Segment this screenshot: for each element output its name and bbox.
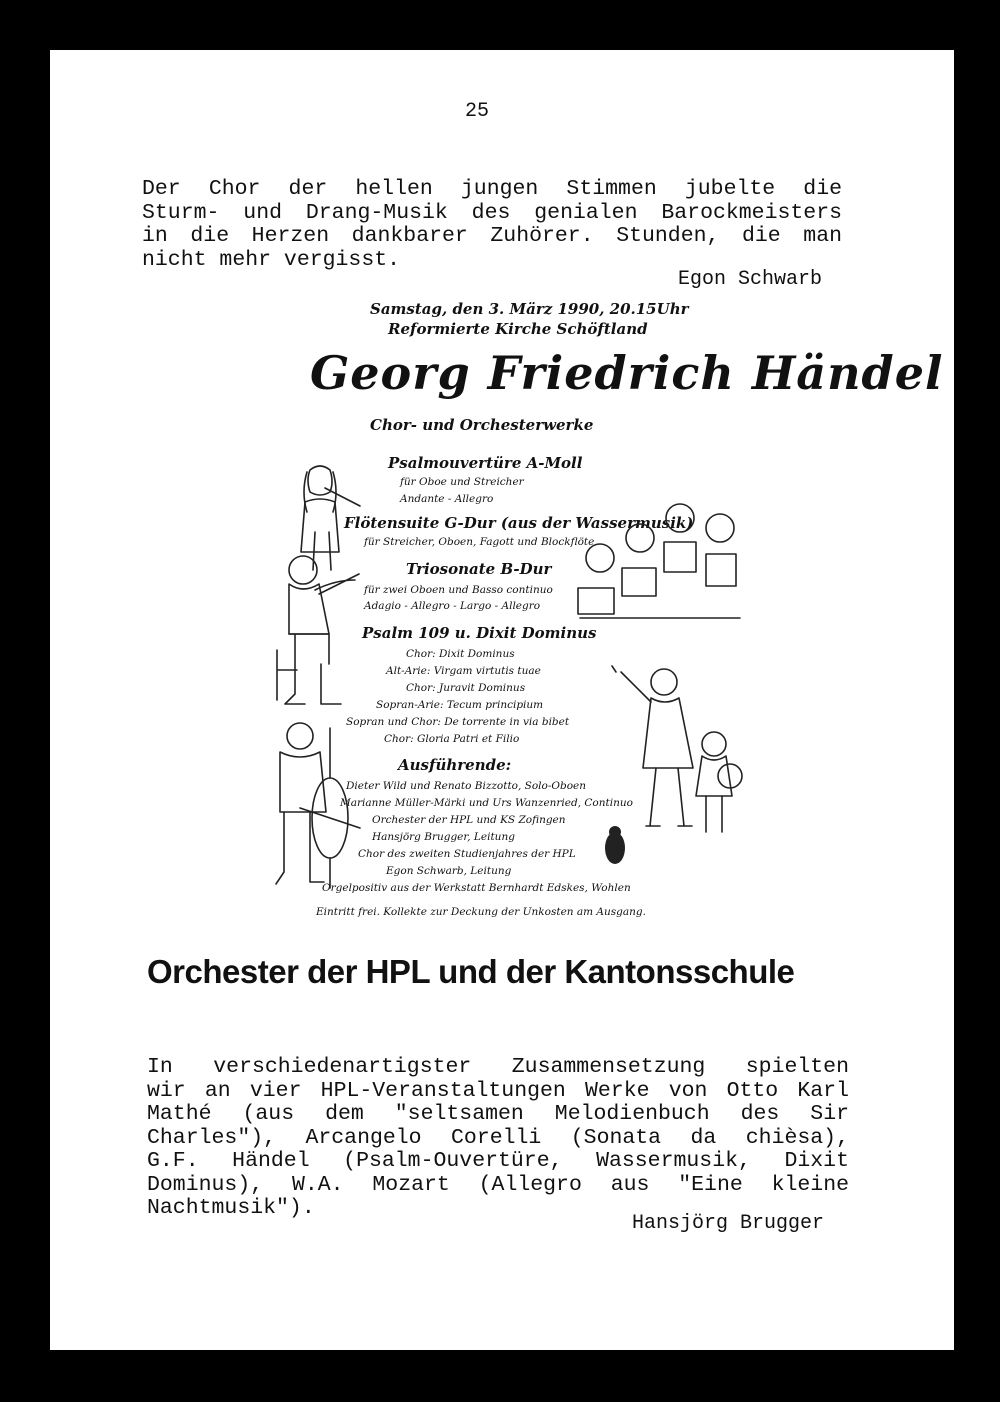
piece-detail: Sopran und Chor: De torrente in via bibet xyxy=(346,716,570,728)
performer-line: Hansjörg Brugger, Leitung xyxy=(372,831,515,843)
piece-title: Flötensuite G-Dur (aus der Wassermusik) xyxy=(344,514,694,532)
program-composer: Georg Friedrich Händel xyxy=(310,346,944,400)
performer-line: Chor des zweiten Studienjahres der HPL xyxy=(358,848,576,860)
program-footer: Eintritt frei. Kollekte zur Deckung der Unkosten am Ausgang. xyxy=(316,906,646,918)
choir-illustration xyxy=(570,498,750,628)
intro-line: Der Chor der hellen jungen Stimmen jubelte die xyxy=(142,177,842,201)
piece-title: Psalm 109 u. Dixit Dominus xyxy=(362,624,597,642)
section-line: Nachtmusik"). xyxy=(147,1196,315,1220)
performer-line: Orchester der HPL und KS Zofingen xyxy=(372,814,566,826)
piece-detail: Chor: Juravit Dominus xyxy=(406,682,526,694)
section-heading: Orchester der HPL und der Kantonsschule xyxy=(147,953,795,990)
performer-line: Marianne Müller-Märki und Urs Wanzenried, Continuo xyxy=(340,797,633,809)
piece-detail: Sopran-Arie: Tecum principium xyxy=(376,699,544,711)
intro-paragraph xyxy=(142,178,842,272)
intro-line: in die Herzen dankbarer Zuhörer. Stunden, die man xyxy=(142,224,842,248)
piece-detail: Chor: Gloria Patri et Filio xyxy=(384,733,520,745)
piece-detail: Adagio - Allegro - Largo - Allegro xyxy=(364,600,541,612)
piece-title: Psalmouvertüre A-Moll xyxy=(388,454,583,472)
intro-line: Sturm- und Drang-Musik des genialen Barockmeisters xyxy=(142,200,842,225)
piece-detail: Andante - Allegro xyxy=(400,493,494,505)
piece-detail: Alt-Arie: Virgam virtutis tuae xyxy=(386,665,541,677)
program-venue: Reformierte Kirche Schöftland xyxy=(388,320,648,338)
section-line: wir an vier HPL-Veranstaltungen Werke von Otto Karl xyxy=(147,1078,849,1103)
performer-line: Dieter Wild und Renato Bizzotto, Solo-Oboen xyxy=(346,780,587,792)
piece-title: Triosonate B-Dur xyxy=(406,560,552,578)
piece-detail: für Streicher, Oboen, Fagott und Blockflöte xyxy=(364,536,595,548)
intro-author: Egon Schwarb xyxy=(678,268,823,291)
penguin-illustration xyxy=(598,824,632,868)
performers-title: Ausführende: xyxy=(398,756,512,774)
section-paragraph xyxy=(147,1056,849,1221)
section-author: Hansjörg Brugger xyxy=(632,1212,825,1235)
intro-line: nicht mehr vergisst. xyxy=(142,247,401,272)
piece-detail: für Oboe und Streicher xyxy=(400,476,524,488)
section-line: In verschiedenartigster Zusammensetzung spielten xyxy=(147,1055,849,1079)
performer-line: Orgelpositiv aus der Werkstatt Bernhardt Edskes, Wohlen xyxy=(322,882,631,894)
performer-line: Egon Schwarb, Leitung xyxy=(386,865,512,877)
piece-detail: für zwei Oboen und Basso continuo xyxy=(364,584,553,596)
piece-detail: Chor: Dixit Dominus xyxy=(406,648,515,660)
violinist-illustration xyxy=(265,550,375,710)
page-number: 25 xyxy=(465,100,490,123)
section-line: G.F. Händel (Psalm-Ouvertüre, Wassermusik, Dixit xyxy=(147,1149,849,1173)
cellist-illustration xyxy=(260,718,370,898)
program-subtitle: Chor- und Orchesterwerke xyxy=(370,416,594,434)
section-line: Charles"), Arcangelo Corelli (Sonata da chièsa), xyxy=(147,1125,849,1150)
document-page xyxy=(50,50,954,1350)
section-line: Mathé (aus dem "seltsamen Melodienbuch des Sir xyxy=(147,1102,849,1126)
program-date: Samstag, den 3. März 1990, 20.15Uhr xyxy=(370,300,689,318)
section-line: Dominus), W.A. Mozart (Allegro aus "Eine kleine xyxy=(147,1172,849,1197)
hornist-illustration xyxy=(684,726,754,836)
